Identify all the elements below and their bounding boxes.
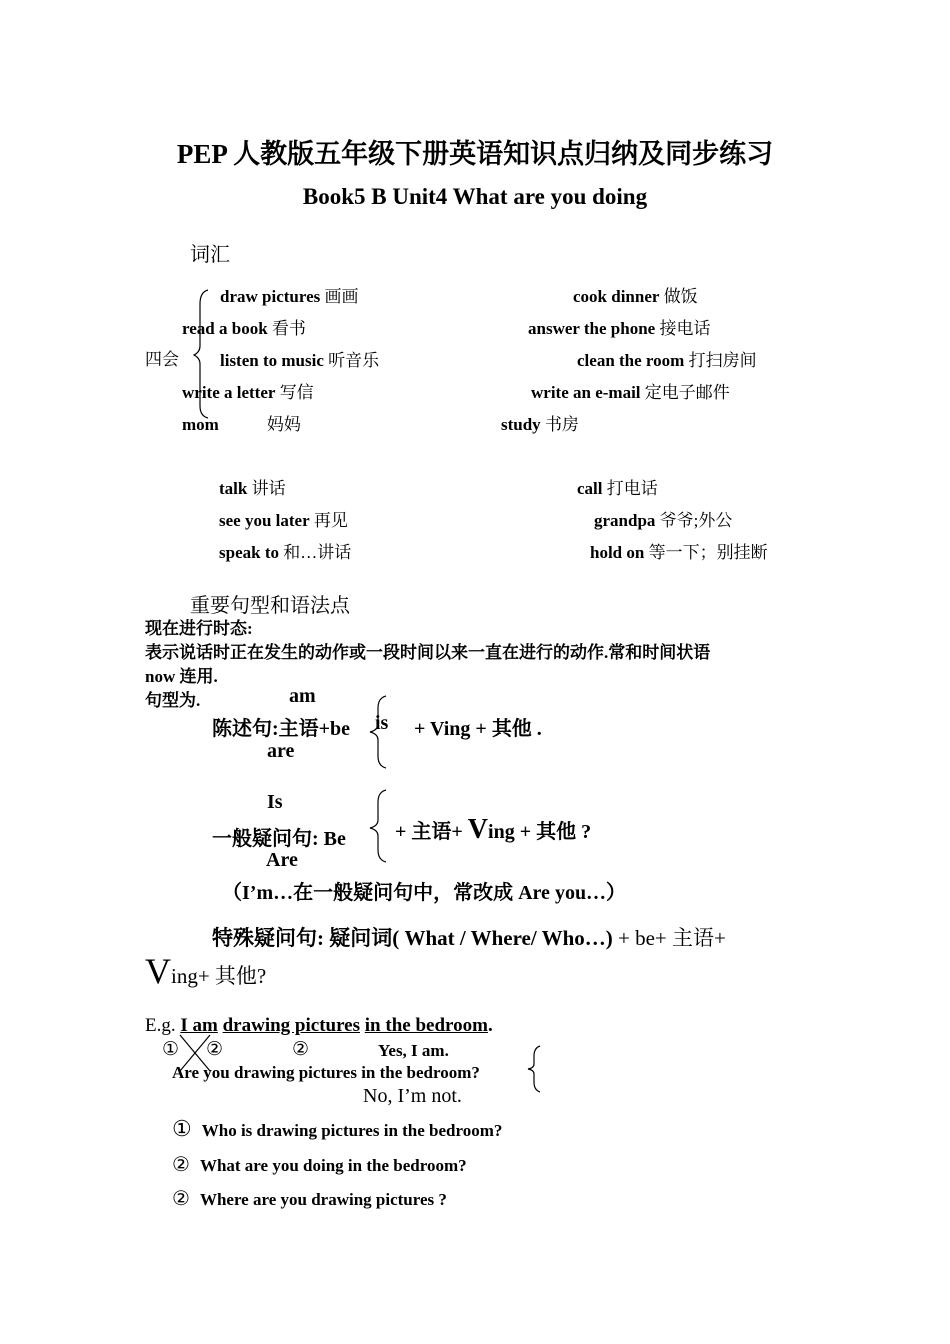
vocab-item: see you later 再见 (219, 511, 348, 530)
followup-question: ① Who is drawing pictures in the bedroom? (172, 1116, 503, 1141)
no-answer: No, I’m not. (363, 1085, 462, 1107)
question-brace (368, 788, 388, 864)
be-are-question: Are (266, 849, 298, 871)
page-subtitle: Book5 B Unit4 What are you doing (302, 184, 648, 209)
vocab-item: hold on 等一下；别挂断 (590, 543, 768, 562)
vocab-item: read a book 看书 (182, 319, 306, 338)
grammar-heading: 重要句型和语法点 (190, 595, 350, 617)
vocab-item: mom 妈妈 (182, 415, 301, 434)
marker-2: ② (206, 1039, 224, 1060)
vocab-item: write an e-mail 定电子邮件 (531, 383, 730, 402)
pattern-label: 句型为. (145, 691, 201, 710)
be-are: are (267, 740, 295, 762)
statement-label: 陈述句:主语+be (212, 718, 351, 740)
vocab-item: listen to music 听音乐 (220, 351, 380, 370)
vocab-item: write a letter 写信 (182, 383, 314, 402)
followup-question: ② Where are you drawing pictures ? (172, 1188, 447, 1210)
vocab-item: cook dinner 做饭 (573, 287, 698, 306)
question-rest: + 主语+ Ving + 其他 ? (395, 814, 592, 845)
vocab-side-label: 四会 (145, 350, 179, 369)
question-note: （I’m…在一般疑问句中，常改成 Are you…） (222, 882, 627, 904)
vocab-item: grandpa 爷爷;外公 (594, 511, 733, 530)
vocab-item: speak to 和…讲话 (219, 543, 352, 562)
page-title: PEP 人教版五年级下册英语知识点归纳及同步练习 (176, 139, 774, 169)
vocab-item: study 书房 (501, 415, 579, 434)
example-sentence: E.g. I am drawing pictures in the bedroom. (145, 1015, 493, 1036)
special-question: 特殊疑问句: 疑问词( What / Where/ Who…) + be+ 主语+ (212, 926, 726, 950)
tense-label: 现在进行时态: (145, 619, 253, 638)
vocab-item: call 打电话 (577, 479, 658, 498)
be-is-question: Is (267, 791, 283, 813)
yes-answer: Yes, I am. (378, 1041, 449, 1060)
answer-brace (526, 1044, 542, 1094)
statement-rest: + Ving + 其他 . (414, 718, 542, 740)
followup-question: ② What are you doing in the bedroom? (172, 1154, 467, 1176)
marker-2b: ② (292, 1039, 310, 1060)
vocab-heading: 词汇 (190, 244, 230, 266)
vocab-item: clean the room 打扫房间 (577, 351, 757, 370)
vocab-item: talk 讲话 (219, 479, 286, 498)
special-question-cont: Ving+ 其他? (145, 951, 267, 991)
be-am: am (289, 685, 316, 707)
be-is: is (375, 712, 389, 734)
question-label: 一般疑问句: Be (212, 828, 346, 850)
tense-description: 表示说话时正在发生的动作或一段时间以来一直在进行的动作.常和时间状语 (145, 643, 711, 662)
example-question: Are you drawing pictures in the bedroom? (172, 1063, 480, 1082)
vocab-item: draw pictures 画画 (220, 287, 359, 306)
tense-description-cont: now 连用. (145, 667, 218, 686)
marker-1: ① (162, 1039, 180, 1060)
vocab-item: answer the phone 接电话 (528, 319, 711, 338)
